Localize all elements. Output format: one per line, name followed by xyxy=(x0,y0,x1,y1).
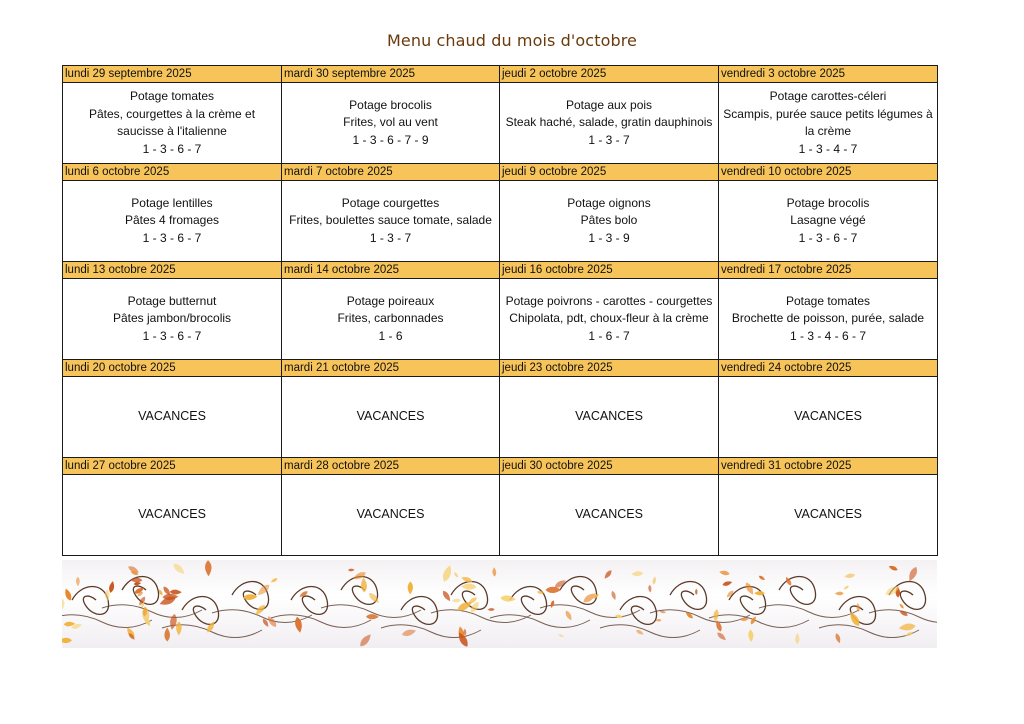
allergen-codes: 1 - 3 - 6 - 7 xyxy=(142,230,202,245)
autumn-leaf xyxy=(452,598,461,602)
menu-line: Potage tomates xyxy=(785,293,871,308)
swirl-ornament xyxy=(670,582,707,610)
holiday-label: VACANCES xyxy=(575,409,643,424)
swirl-ornament xyxy=(729,587,766,615)
autumn-leaf xyxy=(164,628,170,642)
autumn-leaves-border xyxy=(62,560,937,648)
autumn-leaf xyxy=(888,564,899,571)
autumn-leaf xyxy=(453,571,459,578)
autumn-leaf xyxy=(108,581,115,594)
autumn-leaf xyxy=(487,608,494,611)
menu-line: Scampis, purée sauce petits légumes à xyxy=(723,106,933,121)
day-header: mardi 14 octobre 2025 xyxy=(282,262,500,279)
autumn-leaf xyxy=(348,568,355,571)
swirl-ornament xyxy=(431,610,531,623)
day-header: mardi 30 septembre 2025 xyxy=(282,66,500,83)
autumn-leaf xyxy=(545,587,561,593)
autumn-leaf xyxy=(652,576,657,585)
autumn-leaf xyxy=(62,598,65,610)
day-menu-cell xyxy=(63,83,282,164)
autumn-leaf xyxy=(744,581,756,596)
autumn-leaf xyxy=(441,564,454,583)
day-header: jeudi 9 octobre 2025 xyxy=(500,164,719,181)
menu-line: Brochette de poisson, purée, salade xyxy=(731,311,925,326)
autumn-leaf xyxy=(907,566,919,583)
day-menu-cell xyxy=(719,181,938,262)
day-menu-cell xyxy=(63,181,282,262)
day-menu-cell xyxy=(500,181,719,262)
autumn-leaf xyxy=(441,589,452,602)
menu-line: Pâtes 4 fromages xyxy=(124,213,220,228)
menu-line: Lasagne végé xyxy=(790,213,866,228)
day-header: vendredi 17 octobre 2025 xyxy=(719,262,938,279)
day-menu-cell xyxy=(500,83,719,164)
autumn-leaf xyxy=(834,633,841,644)
swirl-ornament xyxy=(291,587,328,615)
swirl-ornament xyxy=(650,610,750,623)
autumn-leaf xyxy=(401,628,417,638)
autumn-leaf xyxy=(105,589,110,601)
allergen-codes: 1 - 3 - 4 - 6 - 7 xyxy=(789,328,867,343)
allergen-codes: 1 - 3 - 7 xyxy=(369,230,412,245)
menu-line: Potage oignons xyxy=(567,195,651,210)
autumn-leaf xyxy=(795,633,799,644)
menu-line: Potage poivrons - carottes - courgettes xyxy=(505,293,713,308)
allergen-codes: 1 - 6 xyxy=(378,328,403,343)
day-header: jeudi 23 octobre 2025 xyxy=(500,360,719,377)
day-menu-cell xyxy=(719,377,938,458)
holiday-label: VACANCES xyxy=(575,507,643,522)
swirl-ornament xyxy=(72,587,109,615)
autumn-leaf xyxy=(635,629,644,636)
autumn-leaf xyxy=(461,583,477,590)
week-header-row xyxy=(63,164,938,181)
week-menu-row xyxy=(63,377,938,458)
day-menu-cell xyxy=(719,83,938,164)
menu-line: Potage brocolis xyxy=(786,195,870,210)
day-menu-cell xyxy=(282,279,500,360)
day-header: lundi 27 octobre 2025 xyxy=(63,458,282,475)
swirl-ornament xyxy=(600,625,700,638)
autumn-leaf xyxy=(835,592,844,596)
day-header: vendredi 3 octobre 2025 xyxy=(719,66,938,83)
day-header: jeudi 2 octobre 2025 xyxy=(500,66,719,83)
allergen-codes: 1 - 3 - 6 - 7 xyxy=(798,230,858,245)
autumn-leaf xyxy=(848,610,862,627)
holiday-label: VACANCES xyxy=(356,409,425,424)
autumn-leaves-image xyxy=(62,560,937,648)
swirl-ornament xyxy=(341,577,378,605)
autumn-leaf xyxy=(492,567,496,577)
swirl-ornament xyxy=(102,605,202,618)
week-header-row xyxy=(63,262,938,279)
autumn-leaf xyxy=(716,631,728,642)
autumn-leaf xyxy=(898,609,909,618)
autumn-leaf xyxy=(843,585,850,591)
menu-line: saucisse à l'italienne xyxy=(117,124,227,138)
menu-line: Potage carottes-céleri xyxy=(769,89,887,103)
day-header: mardi 7 octobre 2025 xyxy=(282,164,500,181)
day-menu-cell xyxy=(282,83,500,164)
week-menu-row xyxy=(63,83,938,164)
day-header: lundi 13 octobre 2025 xyxy=(63,262,282,279)
holiday-label: VACANCES xyxy=(356,507,425,522)
day-header: jeudi 16 octobre 2025 xyxy=(500,262,719,279)
autumn-leaf xyxy=(270,577,278,584)
allergen-codes: 1 - 3 - 6 - 7 xyxy=(142,328,202,343)
menu-line: Pâtes bolo xyxy=(580,213,638,228)
day-menu-cell xyxy=(500,475,719,556)
autumn-leaf xyxy=(62,638,72,644)
day-header: mardi 21 octobre 2025 xyxy=(282,360,500,377)
autumn-leaf xyxy=(500,595,516,603)
swirl-ornament xyxy=(510,587,547,615)
autumn-leaf xyxy=(408,581,413,594)
autumn-leaf xyxy=(722,580,733,587)
autumn-leaf xyxy=(844,573,855,579)
autumn-leaf xyxy=(550,600,556,609)
autumn-leaf xyxy=(899,603,905,610)
allergen-codes: 1 - 3 - 7 xyxy=(588,132,630,147)
menu-line: Frites, vol au vent xyxy=(343,115,438,130)
day-header: vendredi 10 octobre 2025 xyxy=(719,164,938,181)
day-header: vendredi 24 octobre 2025 xyxy=(719,360,938,377)
autumn-leaf xyxy=(361,578,368,593)
menu-line: Frites, boulettes sauce tomate, salade xyxy=(289,213,492,228)
autumn-leaf xyxy=(714,619,723,632)
day-menu-cell xyxy=(282,475,500,556)
autumn-leaf xyxy=(603,569,613,580)
autumn-leaf xyxy=(133,582,141,586)
day-header: lundi 29 septembre 2025 xyxy=(63,66,282,83)
day-header: lundi 6 octobre 2025 xyxy=(63,164,282,181)
allergen-codes: 1 - 6 - 7 xyxy=(588,328,630,343)
swirl-ornament xyxy=(759,605,859,618)
autumn-leaf xyxy=(130,578,142,583)
allergen-codes: 1 - 3 - 4 - 7 xyxy=(798,141,858,156)
menu-line: Steak haché, salade, gratin dauphinois xyxy=(505,115,713,130)
menu-line: Potage brocolis xyxy=(349,97,432,112)
menu-line: Potage tomates xyxy=(129,89,215,103)
autumn-leaf xyxy=(856,603,861,612)
swirl-ornament xyxy=(709,615,809,628)
autumn-leaf xyxy=(610,590,617,600)
swirl-ornament xyxy=(271,615,371,628)
autumn-leaf xyxy=(63,588,73,602)
autumn-leaf xyxy=(256,582,272,597)
week-header-row xyxy=(63,360,938,377)
autumn-leaf xyxy=(171,562,186,577)
autumn-leaf xyxy=(758,575,766,582)
menu-table xyxy=(62,65,938,556)
week-menu-row xyxy=(63,279,938,360)
week-menu-row xyxy=(63,475,938,556)
swirl-ornament xyxy=(490,615,590,628)
autumn-leaf xyxy=(176,621,182,635)
swirl-ornament xyxy=(540,605,640,618)
page-title: Menu chaud du mois d'octobre xyxy=(387,31,637,50)
day-header: vendredi 31 octobre 2025 xyxy=(719,458,938,475)
autumn-leaf xyxy=(205,560,212,576)
day-menu-cell xyxy=(500,279,719,360)
holiday-label: VACANCES xyxy=(138,409,206,424)
autumn-leaf xyxy=(358,632,373,648)
menu-line: Frites, carbonnades xyxy=(337,311,444,326)
swirl-ornament xyxy=(889,582,926,610)
autumn-leaf xyxy=(695,589,698,595)
day-header: jeudi 30 octobre 2025 xyxy=(500,458,719,475)
allergen-codes: 1 - 3 - 6 - 7 xyxy=(142,141,202,156)
menu-line: Chipolata, pdt, choux-fleur à la crème xyxy=(509,311,709,326)
autumn-leaf xyxy=(713,609,720,622)
menu-line: Pâtes, courgettes à la crème et xyxy=(88,106,256,121)
day-header: mardi 28 octobre 2025 xyxy=(282,458,500,475)
week-menu-row xyxy=(63,181,938,262)
autumn-leaf xyxy=(564,610,573,622)
day-menu-cell xyxy=(719,279,938,360)
day-menu-cell xyxy=(500,377,719,458)
autumn-leaf xyxy=(904,631,913,638)
holiday-label: VACANCES xyxy=(138,507,206,522)
day-menu-cell xyxy=(719,475,938,556)
autumn-leaf xyxy=(631,571,643,577)
menu-line: Potage lentilles xyxy=(131,195,213,210)
week-header-row xyxy=(63,66,938,83)
holiday-label: VACANCES xyxy=(794,409,862,424)
day-menu-cell xyxy=(63,475,282,556)
autumn-leaf xyxy=(558,633,565,638)
menu-line: Pâtes jambon/brocolis xyxy=(112,311,232,326)
swirl-ornament xyxy=(779,577,816,605)
day-menu-cell xyxy=(63,279,282,360)
holiday-label: VACANCES xyxy=(794,507,862,522)
autumn-leaf xyxy=(719,570,730,576)
day-menu-cell xyxy=(282,377,500,458)
allergen-codes: 1 - 3 - 9 xyxy=(588,230,630,245)
allergen-codes: 1 - 3 - 6 - 7 - 9 xyxy=(352,132,429,147)
menu-line: la crème xyxy=(804,124,851,138)
menu-line: Potage aux pois xyxy=(565,97,653,112)
autumn-leaf xyxy=(294,616,304,633)
menu-line: Potage butternut xyxy=(127,293,217,308)
day-menu-cell xyxy=(282,181,500,262)
autumn-leaf xyxy=(898,623,916,632)
day-header: lundi 20 octobre 2025 xyxy=(63,360,282,377)
day-menu-cell xyxy=(63,377,282,458)
autumn-leaf xyxy=(76,577,80,587)
week-header-row xyxy=(63,458,938,475)
menu-line: Potage poireaux xyxy=(346,293,435,308)
menu-line: Potage courgettes xyxy=(341,195,440,210)
autumn-leaf xyxy=(648,585,652,593)
autumn-leaf xyxy=(748,629,754,642)
